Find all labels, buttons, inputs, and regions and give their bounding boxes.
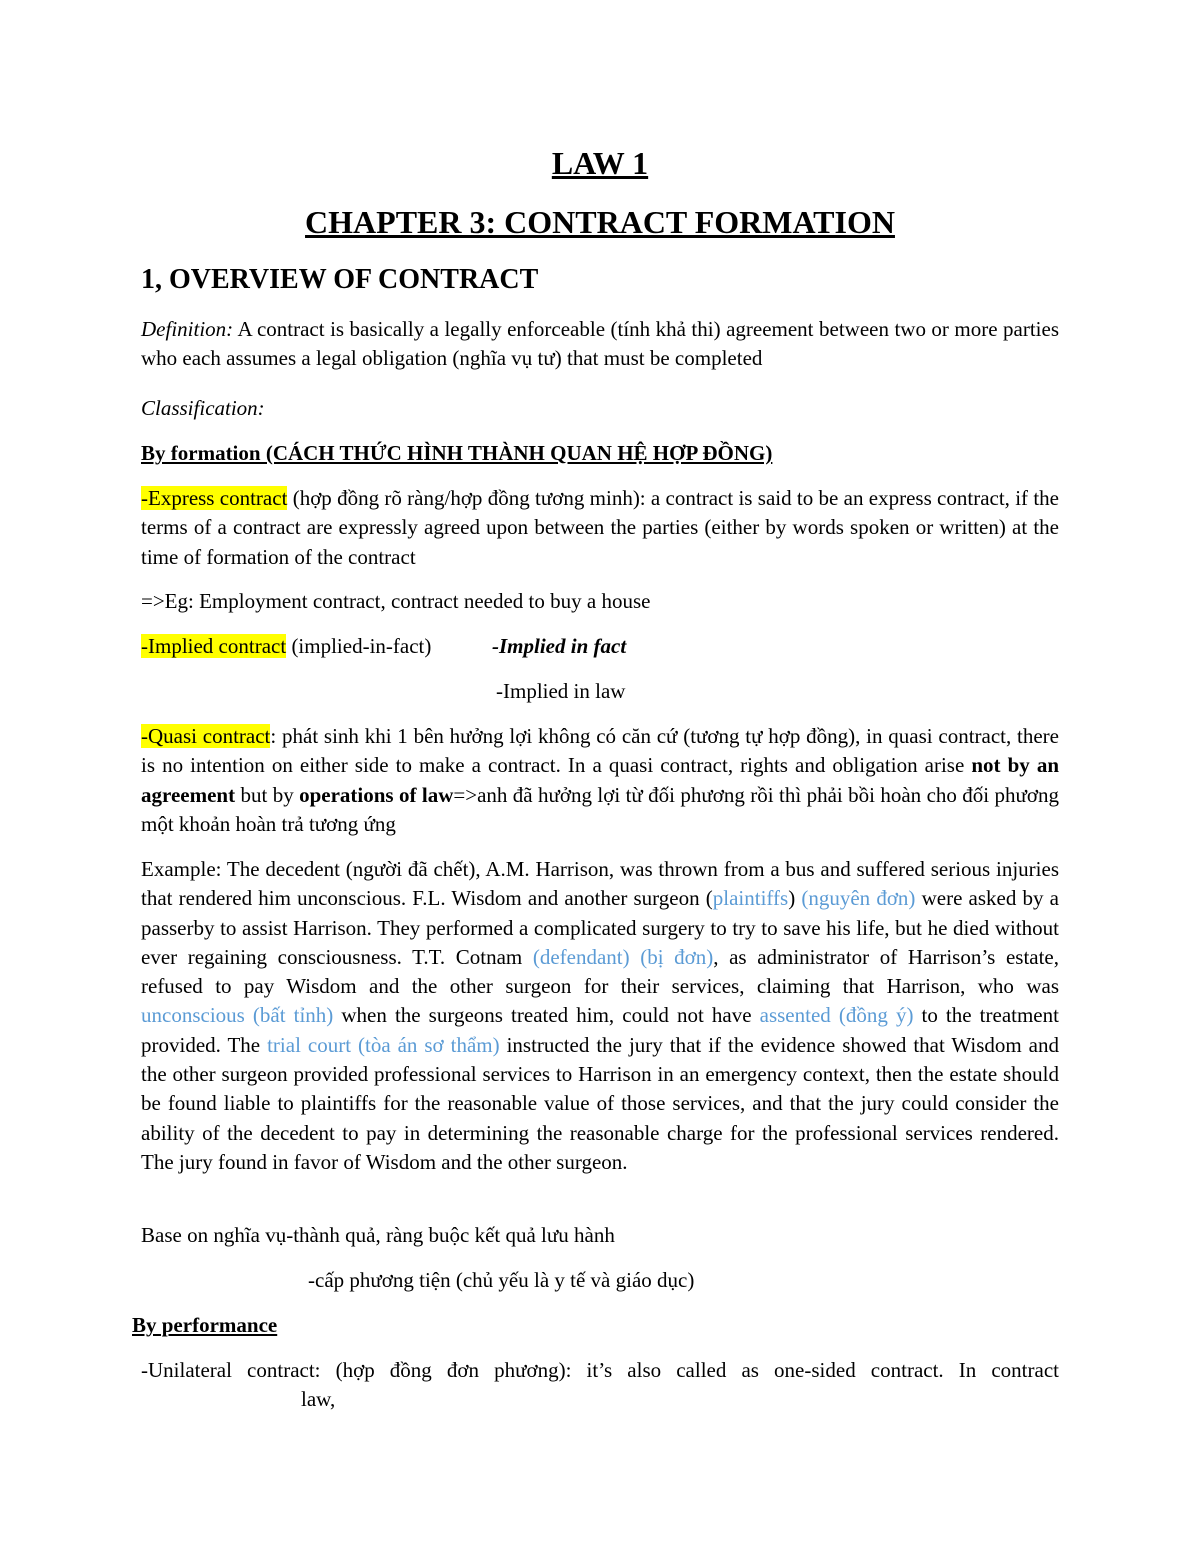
express-contract-text: (hợp đồng rõ ràng/hợp đồng tương minh): a contract is said to be an express contract, if the terms of a contract are expressly agreed upon between the parties (either by words spoken or written) at the time of formation of the contract bbox=[141, 486, 1059, 569]
term-nguyen-don: (nguyên đơn) bbox=[801, 886, 916, 911]
implied-contract-term: -Implied contract bbox=[141, 634, 287, 658]
base-on-line: Base on nghĩa vụ-thành quả, ràng buộc kết quả lưu hành bbox=[141, 1223, 615, 1247]
definition-text: A contract is basically a legally enforceable (tính khả thi) agreement between two or more parties who each assumes a legal obligation (nghĩa vụ tư) that must be completed bbox=[141, 317, 1059, 371]
implied-contract-text: (implied-in-fact) bbox=[286, 634, 432, 658]
implied-in-fact: -Implied in fact bbox=[492, 634, 627, 658]
chapter-heading: CHAPTER 3: CONTRACT FORMATION bbox=[305, 204, 895, 240]
example-text-7: instructed the jury that if the evidence showed that Wisdom and the other surgeon provided professional services to Harrison in an emergency context, then the estate should be found liable to plaintiffs for the reasonable value of those services, and that the jury could consider the ability of the decedent to pay in determining the reasonable charge for the professional services rendered. The jury found in favor of Wisdom and the other surgeon. bbox=[141, 1032, 1059, 1174]
definition-label: Definition: bbox=[141, 317, 234, 341]
term-plaintiffs: plaintiffs bbox=[712, 886, 789, 911]
term-trial-court: trial court (tòa án sơ thẩm) bbox=[267, 1032, 500, 1057]
example-text-1: Example: The decedent (người đã chết), A.M. Harrison, was thrown from a bus and suffered serious injuries that rendered him unconscious. F.L. Wisdom and another surgeon ( bbox=[141, 857, 1059, 911]
implied-contract-line bbox=[141, 632, 1059, 661]
not-by-agreement: not by an agreement bbox=[141, 753, 1059, 807]
section-heading: 1, OVERVIEW OF CONTRACT bbox=[141, 264, 539, 295]
implied-in-law: -Implied in law bbox=[496, 679, 626, 703]
definition-paragraph bbox=[141, 315, 1059, 374]
classification-label: Classification: bbox=[141, 396, 265, 420]
quasi-contract-term: -Quasi contract bbox=[141, 724, 271, 748]
example-paragraph bbox=[141, 855, 1059, 1177]
example-text-4: , as administrator of Harrison’s estate, refused to pay Wisdom and the other surgeon for their services, claiming that Harrison, who was bbox=[141, 944, 1060, 999]
operations-of-law: operations of law bbox=[299, 782, 454, 807]
by-performance-heading: By performance bbox=[132, 1313, 278, 1337]
example-line: =>Eg: Employment contract, contract needed to buy a house bbox=[141, 589, 651, 613]
term-unconscious: unconscious (bất tỉnh) bbox=[141, 1003, 334, 1028]
term-defendant: (defendant) (bị đơn) bbox=[532, 944, 714, 969]
example-text-2: ) bbox=[788, 886, 802, 911]
document-title: LAW 1 bbox=[551, 145, 649, 181]
example-text-3: were asked by a passerby to assist Harrison. They performed a complicated surgery to try to save his life, but he died without ever regaining consciousness. T.T. Cotnam bbox=[141, 886, 1059, 969]
express-contract-paragraph bbox=[141, 484, 1059, 572]
quasi-text-1: : phát sinh khi 1 bên hưởng lợi không có căn cứ (tương tự hợp đồng), in quasi contract, there is no intention on either side to make a contract. In a quasi contract, rights and obligation arise bbox=[141, 724, 1059, 778]
quasi-text-2: but by bbox=[235, 782, 300, 807]
express-contract-term: -Express contract bbox=[141, 486, 288, 510]
by-formation-heading: By formation (CÁCH THỨC HÌNH THÀNH QUAN HỆ HỢP ĐỒNG) bbox=[141, 441, 773, 465]
quasi-text-3: =>anh đã hưởng lợi từ đối phương rồi thì phải bồi hoàn cho đối phương một khoản hoàn trả tương ứng bbox=[141, 782, 1060, 836]
unilateral-contract-line: -Unilateral contract: (hợp đồng đơn phương): it’s also called as one-sided contract. In contract bbox=[141, 1358, 1059, 1382]
example-text-5: when the surgeons treated him, could not have bbox=[333, 1003, 760, 1028]
example-text-6: to the treatment provided. The bbox=[141, 1003, 1059, 1057]
quasi-contract-paragraph bbox=[141, 722, 1059, 839]
cap-phuong-tien-line: -cấp phương tiện (chủ yếu là y tế và giáo dục) bbox=[308, 1268, 695, 1292]
unilateral-contract-continuation: law, bbox=[301, 1387, 336, 1411]
term-assented: assented (đồng ý) bbox=[759, 1003, 914, 1028]
